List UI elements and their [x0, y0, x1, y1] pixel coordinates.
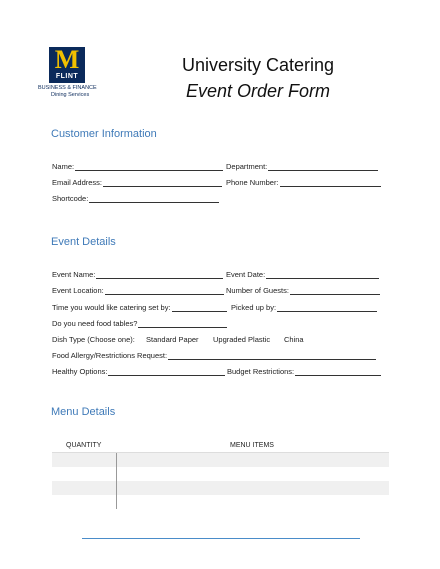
food-tables-field[interactable] — [52, 319, 227, 328]
name-label: Name: — [52, 162, 75, 171]
phone-input-line[interactable] — [280, 178, 381, 187]
shortcode-input-line[interactable] — [89, 194, 219, 203]
shortcode-label: Shortcode: — [52, 194, 89, 203]
food-tables-label: Do you need food tables? — [52, 319, 138, 328]
department-label: Department: — [226, 162, 268, 171]
picked-up-by-input-line[interactable] — [277, 303, 377, 312]
event-name-field[interactable] — [52, 270, 223, 279]
allergy-field[interactable] — [52, 351, 376, 360]
food-tables-input-line[interactable] — [138, 319, 227, 328]
event-section-heading: Event Details — [51, 236, 116, 248]
menu-section-heading: Menu Details — [51, 406, 116, 418]
guests-label: Number of Guests: — [226, 286, 289, 295]
event-location-label: Event Location: — [52, 286, 104, 295]
customer-section-heading: Customer Information — [51, 128, 157, 140]
email-field[interactable] — [52, 178, 222, 187]
dish-option-standard-paper[interactable]: Standard Paper — [146, 335, 199, 344]
budget-field[interactable] — [227, 367, 381, 376]
guests-field[interactable] — [226, 286, 380, 295]
healthy-options-label: Healthy Options: — [52, 367, 108, 376]
phone-label: Phone Number: — [226, 178, 279, 187]
menu-table-column-divider — [116, 453, 117, 509]
logo-flint-text: FLINT — [55, 73, 79, 80]
catering-time-label: Time you would like catering set by: — [52, 303, 171, 312]
allergy-label: Food Allergy/Restrictions Request: — [52, 351, 168, 360]
dish-type-label: Dish Type (Choose one): — [52, 335, 135, 344]
page-title: University Catering — [181, 55, 335, 75]
menu-table-row[interactable] — [52, 453, 389, 467]
catering-time-input-line[interactable] — [172, 303, 227, 312]
event-name-input-line[interactable] — [96, 270, 223, 279]
department-field[interactable] — [226, 162, 378, 171]
phone-field[interactable] — [226, 178, 381, 187]
event-location-field[interactable] — [52, 286, 224, 295]
event-name-label: Event Name: — [52, 270, 96, 279]
logo-mark: M — [54, 45, 80, 74]
guests-input-line[interactable] — [290, 286, 380, 295]
dish-option-upgraded-plastic[interactable]: Upgraded Plastic — [213, 335, 271, 344]
catering-time-field[interactable] — [52, 303, 227, 312]
page-subtitle: Event Order Form — [185, 81, 331, 101]
picked-up-by-field[interactable] — [231, 303, 377, 312]
budget-label: Budget Restrictions: — [227, 367, 295, 376]
allergy-input-line[interactable] — [168, 351, 376, 360]
event-date-label: Event Date: — [226, 270, 266, 279]
email-input-line[interactable] — [103, 178, 222, 187]
healthy-options-input-line[interactable] — [108, 367, 225, 376]
shortcode-field[interactable] — [52, 194, 219, 203]
budget-input-line[interactable] — [295, 367, 381, 376]
event-location-input-line[interactable] — [105, 286, 224, 295]
logo-subtitle-line1: BUSINESS & FINANCE — [38, 85, 97, 91]
logo-subtitle-line2: Dining Services — [51, 92, 90, 98]
email-label: Email Address: — [52, 178, 103, 187]
event-date-field[interactable] — [226, 270, 379, 279]
healthy-options-field[interactable] — [52, 367, 225, 376]
menu-table-row[interactable] — [52, 481, 389, 495]
menu-items-column-header: MENU ITEMS — [230, 442, 274, 449]
department-input-line[interactable] — [268, 162, 378, 171]
event-date-input-line[interactable] — [266, 270, 379, 279]
picked-up-by-label: Picked up by: — [231, 303, 277, 312]
quantity-column-header: QUANTITY — [66, 442, 102, 449]
dish-option-china[interactable]: China — [284, 335, 304, 344]
footer-divider — [82, 538, 360, 539]
name-field[interactable] — [52, 162, 223, 171]
name-input-line[interactable] — [75, 162, 223, 171]
